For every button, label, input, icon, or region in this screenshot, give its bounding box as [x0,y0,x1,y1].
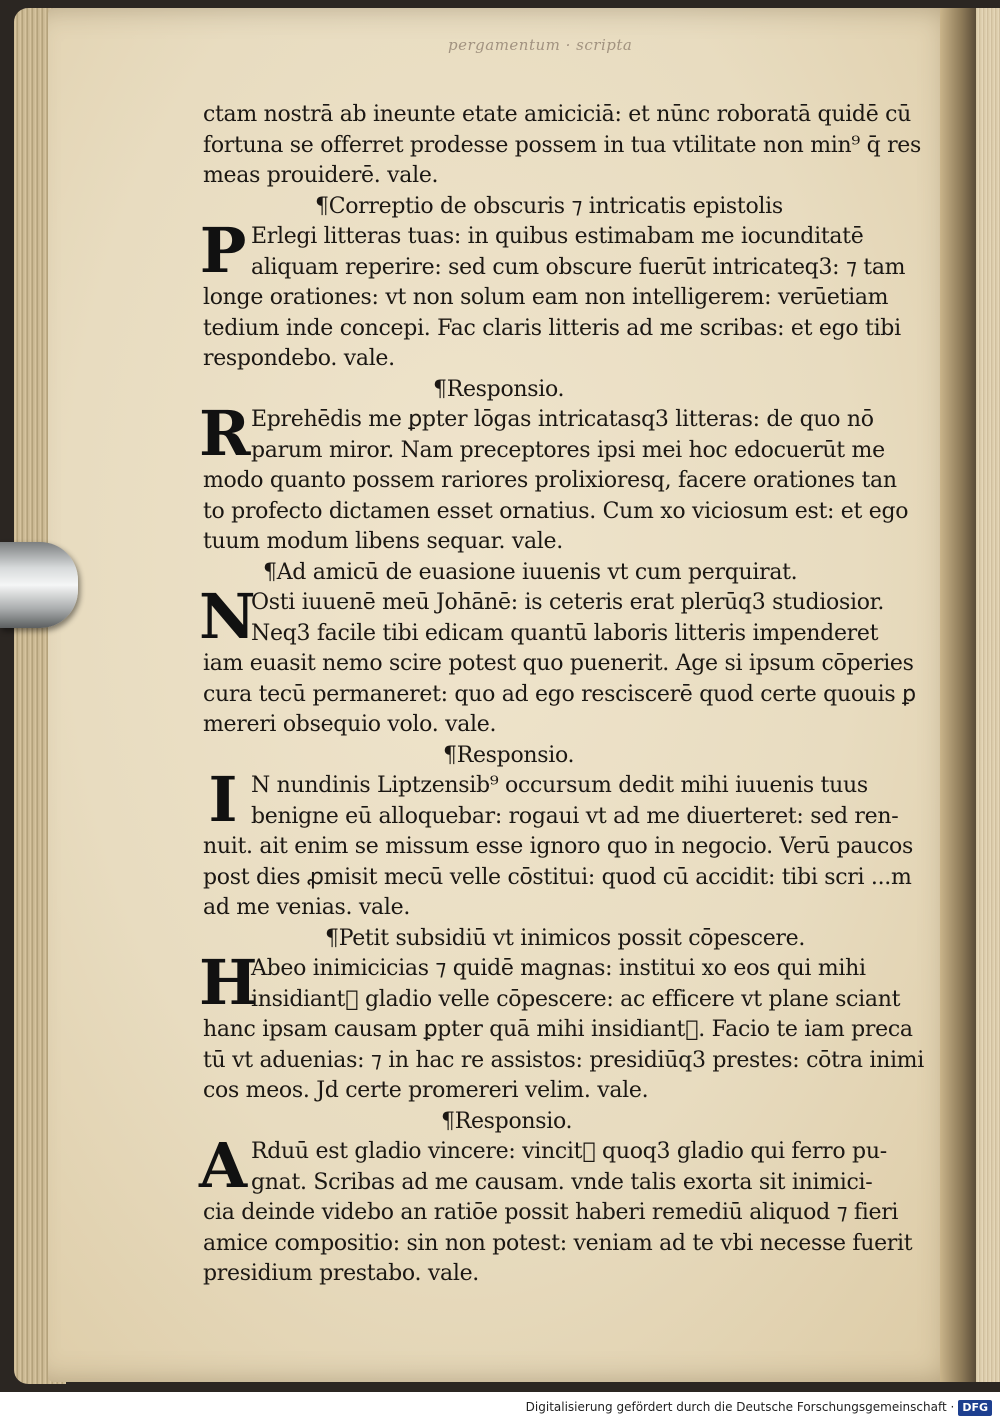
text-line: gnat. Scribas ad me causam. vnde talis exorta sit inimici- [251,1169,873,1195]
text-line: longe orationes: vt non solum eam non intelligerem: verūetiam [203,285,889,310]
initial-letter: R [199,397,251,470]
section-heading: ¶Correptio de obscuris ⁊ intricatis epistolis [315,193,783,219]
text-line: Osti iuuenē meū Johānē: is ceteris erat plerūq3 studiosior. [251,590,885,615]
text-line: ctam nostrā ab ineunte etate amiciciā: et nūnc roboratā quidē cū [203,102,912,127]
section-heading: ¶Ad amicū de euasione iuuenis vt cum perquirat. [263,559,798,585]
text-line: respondebo. vale. [203,346,395,371]
text-line: mereri obsequio volo. vale. [203,712,497,737]
text-line: cia deinde videbo an ratiōe possit haberi remediū aliquod ⁊ fieri [203,1200,899,1225]
text-line: Erlegi litteras tuas: in quibus estimabam me iocunditatē [251,224,864,249]
text-line: cos meos. Jd certe promereri velim. vale. [203,1078,649,1103]
section-body [199,1129,913,1290]
initial-letter: A [199,1129,248,1202]
initial-letter: P [199,214,247,287]
text-line: tuum modum libens sequar. vale. [203,529,563,554]
section-heading: ¶Responsio. [443,742,575,768]
text-line: nuit. ait enim se missum esse ignoro quo in negocio. Verū paucos [203,834,913,859]
text-line: Neq3 facile tibi edicam quantū laboris litteris impenderet [251,620,879,646]
page-clip [0,542,78,628]
text-line: ad me venias. vale. [203,895,411,920]
section-heading: ¶Responsio. [433,376,565,402]
section-heading: ¶Petit subsidiū vt inimicos possit cōpescere. [325,925,806,951]
initial-letter: I [208,763,238,836]
text-line: iam euasit nemo scire potest quo puenerit. Age si ipsum cōperies [203,651,914,676]
initial-letter: H [199,946,258,1019]
text-block [199,100,924,1290]
section-body [199,214,906,375]
book-gutter [940,8,976,1382]
initial-letter: N [199,580,256,653]
manuscript-note: pergamentum · scripta [448,36,633,54]
text-line: benigne eū alloquebar: rogaui vt ad me diuerteret: sed ren- [251,803,899,829]
text-line: hanc ipsam causam ꝑpter quā mihi insidiant᷑. Facio te iam preca [203,1017,913,1042]
text-line: amice compositio: sin non potest: veniam ad te vbi necesse fuerit [203,1230,913,1256]
text-line: tū vt aduenias: ⁊ in hac re assistos: presidiūq3 prestes: cōtra inimi [203,1047,924,1073]
digitization-credit [0,1396,992,1418]
text-line: Eprehēdis me ꝑpter lōgas intricatasq3 litteras: de quo nō [251,407,874,432]
text-line: fortuna se offerret prodesse possem in tua vtilitate non min⁹ q̄ res [203,132,922,158]
text-line: Rduū est gladio vincere: vincit᷑ quoq3 gladio qui ferro pu- [251,1139,887,1164]
text-line: tedium inde concepi. Fac claris litteris ad me scribas: et ego tibi [203,315,901,341]
text-line: insidiant᷑ gladio velle cōpescere: ac efficere vt plane sciant [251,986,901,1012]
dfg-logo: DFG [958,1400,992,1416]
section-body [199,946,924,1107]
text-line: meas prouiderē. vale. [203,163,439,188]
credit-text: Digitalisierung gefördert durch die Deutsche Forschungsgemeinschaft · [525,1400,955,1414]
section-body [199,397,909,558]
text-line: parum miror. Nam preceptores ipsi mei hoc edocuerūt me [251,437,885,463]
section-body [199,580,916,741]
text-line: post dies ꝓmisit mecū velle cōstitui: quod cū accidit: tibi scri ...m [203,864,912,890]
text-line: aliquam reperire: sed cum obscure fuerūt intricateq3: ⁊ tam [251,254,906,280]
text-line: to profecto dictamen esset ornatius. Cum xo viciosum est: et ego [203,498,909,524]
section-heading: ¶Responsio. [441,1108,573,1134]
text-line: Abeo inimicicias ⁊ quidē magnas: institui xo eos qui mihi [251,956,866,981]
text-line: N nundinis Liptzensib⁹ occursum dedit mihi iuuenis tuus [251,773,868,798]
text-line: cura tecū permaneret: quo ad ego resciscerē quod certe quouis ꝑ [203,681,916,707]
text-line: presidium prestabo. vale. [203,1261,479,1286]
page-edges-right [976,8,1000,1382]
text-line: modo quanto possem rariores prolixioresq, facere orationes tan [203,468,897,493]
section-body [203,763,913,924]
